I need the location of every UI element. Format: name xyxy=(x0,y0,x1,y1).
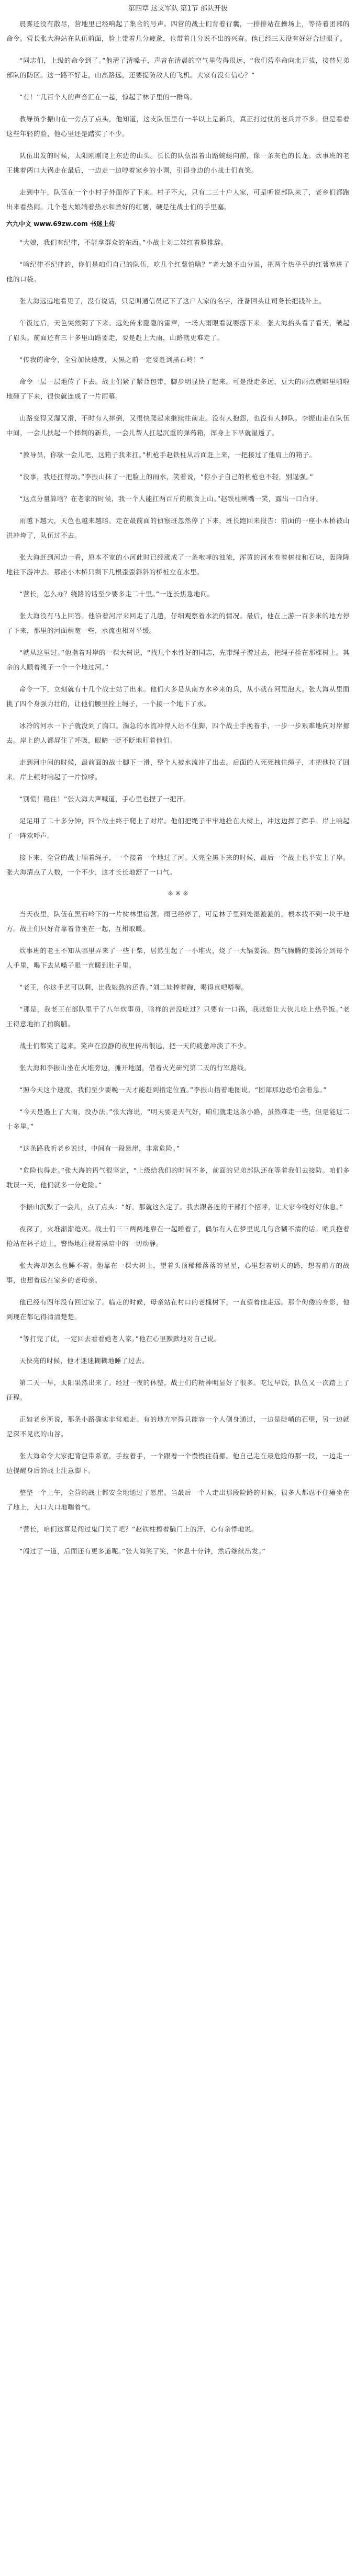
paragraph: “传我的命令，全营加快速度，天黑之前一定要赶到黑石岭！” xyxy=(19,356,204,364)
paragraph: 张大海命令大家把背包带系紧，手拉着手，一个跟着一个慢慢往前挪。他自己走在最危险的那一段，一边走一边提醒身后的战士注意脚下。 xyxy=(6,1452,350,1474)
paragraph: “照今天这个速度，我们至少要晚一天才能赶到指定位置。”李振山指着地图说，“团部那边恐怕会着急。” xyxy=(19,1086,327,1094)
paragraph: 战士们都笑了起来。笑声在寂静的夜里传出很远，把一天的疲惫冲淡了不少。 xyxy=(19,1042,251,1050)
paragraph: “有！”几百个人的声音汇在一起，惊起了林子里的一群鸟。 xyxy=(19,93,197,101)
paragraph: “教导员，你歇一会儿吧，这箱子我来扛。”机枪手赵铁柱从后面赶上来，一把接过了他肩上的箱子。 xyxy=(19,451,316,459)
paragraph: 冰冷的河水一下子就没到了胸口。湍急的水流冲得人站不住脚，四个战士手挽着手，一步一步艰难地向对岸挪去。岸上的人都屏住了呼吸，眼睛一眨不眨地盯着他们。 xyxy=(6,722,350,744)
paragraph: 正如老乡所说，那条小路确实非常难走。有的地方窄得只能容一个人侧身通过，一边是陡峭的石壁，另一边就是深不见底的山谷。 xyxy=(6,1415,350,1438)
paragraph: 张大海没有马上回答。他沿着河岸来回走了几趟，仔细观察着水流的情况。最后，他在上游一百多米的地方停了下来，那里的河面稍宽一些，水流也相对平缓。 xyxy=(6,612,350,634)
paragraph: 命令一下，立刻就有十几个战士站了出来。他们大多是从南方水乡来的兵，从小就在河里泡大。张大海从里面挑了四个身强力壮的，让他们腰里拴上绳子，一个接一个地下了水。 xyxy=(6,685,350,708)
section-separator: ※ ※ ※ xyxy=(168,889,188,897)
paragraph: 李振山沉默了一会儿，点了点头：“好，那就这么定了。我去跟各连的干部打个招呼，让大家今晚好好休息。” xyxy=(19,1203,343,1211)
paragraph: “别慌！稳住！”张大海大声喊道，手心里也捏了一把汗。 xyxy=(19,795,190,803)
paragraph: 第二天一早，太阳果然出来了。经过一夜的休整，战士们的精神明显好了很多。吃过早饭，队伍又一次踏上了征程。 xyxy=(6,1379,350,1401)
paragraph: 张大海赶到河边一看，原本不宽的小河此时已经涨成了一条咆哮的浊流，浑黄的河水卷着树枝和石块，轰隆隆地往下游冲去。那座小木桥只剩下几根歪歪斜斜的桥桩立在水里。 xyxy=(6,553,350,576)
paragraph: 午饭过后，天色突然阴了下来。远处传来隐隐的雷声，一场大雨眼看就要落下来。张大海抬头看了看天，皱起了眉头。前面还有三十多里山路要走，要是赶上大雨，山路就更难走了。 xyxy=(6,319,350,342)
paragraph: “这点分量算啥？在老家的时候，我一个人能扛两百斤的粮食上山。”赵铁柱咧嘴一笑，露出一口白牙。 xyxy=(19,495,323,503)
paragraph: 教导员李振山在一旁点了点头，他知道，这支队伍里有一半以上是新兵，真正打过仗的老兵并不多。但是看着这些年轻的脸，他心里还是踏实了不少。 xyxy=(6,115,350,138)
paragraph: 山路变得又湿又滑，不时有人摔倒，又很快爬起来继续往前走。没有人抱怨，也没有人掉队。李振山走在队伍中间，一会儿扶起一个摔倒的新兵，一会儿帮人扛起沉重的弹药箱，浑身上下早就湿透了。 xyxy=(6,414,350,437)
paragraph: “老王，你这手艺可以啊，比我娘熬的还香。”刘二娃捧着碗，喝得直吧嗒嘴。 xyxy=(19,983,248,991)
paragraph: “营长，咱们这算是闯过鬼门关了吧？”赵铁柱擦着脑门上的汗，心有余悸地说。 xyxy=(19,1525,258,1533)
paragraph: 张大海和李振山坐在火堆旁边，摊开地图，借着火光研究第二天的行军路线。 xyxy=(19,1064,251,1072)
paragraph: “那是，我老王在部队里干了八年炊事员，啥样的苦没吃过？只要有一口锅，我就能让大伙儿吃上热乎饭。”老王得意地拍了拍胸脯。 xyxy=(6,1005,350,1028)
paragraph: 张大海却怎么也睡不着。他靠在一棵大树上，望着头顶稀稀落落的星星，心里想着明天的路，想着前方的战事，也想着远在家乡的老母亲。 xyxy=(6,1262,350,1284)
paragraph: 张大海远远地看见了，没有说话，只是叫通信员记下了这户人家的名字，准备回头让司务长把钱补上。 xyxy=(19,297,326,305)
paragraph: “营长，怎么办？绕路的话至少要多走二十里。”一连长焦急地问。 xyxy=(19,590,214,598)
paragraph: 雨越下越大，天色也越来越暗。走在最前面的侦察班忽然停了下来，班长跑回来报告：前面的一座小木桥被山洪冲垮了，队伍过不去。 xyxy=(6,517,350,539)
paragraph: 晨雾还没有散尽，营地里已经响起了集合的号声。四营的战士们背着行囊，一排排站在操场上，等待着团部的命令。营长张大海站在队伍前面，脸上带着几分疲惫，也带着几分说不出的兴奋。他已经三天没有好好合过眼了。 xyxy=(6,20,350,42)
chapter-title: 第四章 这支军队 第1节 部队开拔 xyxy=(128,5,228,13)
paragraph: “今天是遇上了大雨，没办法。”张大海说，“明天要是天气好，咱们就走这条小路，虽然难走一些，但是能近二十多里。” xyxy=(6,1108,350,1130)
paragraph: 队伍出发的时候，太阳刚刚爬上东边的山头。长长的队伍沿着山路蜿蜒向前，像一条灰色的长龙。炊事班的老王挑着两口大锅走在最后，一边走一边哼着家乡的小调，引得身边的小战士们直笑。 xyxy=(6,152,350,174)
paragraph: 足足用了二十多分钟，四个战士终于爬上了对岸。他们把绳子牢牢地拴在大树上，冲这边挥了挥手。岸上响起了一阵欢呼声。 xyxy=(6,817,350,839)
paragraph: 当天夜里，队伍在黑石岭下的一片树林里宿营。雨已经停了，可是林子里到处湿漉漉的，根本找不到一块干地方。战士们只好背靠着背坐在一起，互相取暖。 xyxy=(6,910,350,933)
paragraph: 他已经有四年没有回过家了。临走的时候，母亲站在村口的老槐树下，一直望着他走远。那个佝偻的身影，他到现在都记得清清楚楚。 xyxy=(6,1298,350,1321)
watermark-text: 六九中文 www.69zw.com 书迷上传 xyxy=(6,220,115,228)
paragraph: 走到河中间的时候，最前面的战士脚下一滑，整个人被水流冲了出去。后面的人死死拽住绳子，才把他拉了回来。岸上顿时响起了一片惊呼。 xyxy=(6,758,350,781)
paragraph: 夜深了，火堆渐渐熄灭。战士们三三两两地靠在一起睡着了，偶尔有人在梦里说几句含糊不清的话。哨兵抱着枪站在林子边上，警惕地注视着黑暗中的一切动静。 xyxy=(6,1225,350,1247)
paragraph: “这条路我听老乡说过，中间有一段悬崖，非常危险。” xyxy=(19,1144,180,1152)
paragraph: “等打完了仗，一定回去看看她老人家。”他在心里默默地对自己说。 xyxy=(19,1335,221,1343)
paragraph: 走到中午，队伍在一个小村子外面停了下来。村子不大，只有二三十户人家，可是听说部队来了，老乡们都跑出来看热闹。几个老大娘端着热水和煮好的红薯，硬是往战士们的手里塞。 xyxy=(6,188,350,211)
paragraph: “啥纪律不纪律的，你们是咱们自己的队伍，吃几个红薯怕啥？”老大娘不由分说，把两个热乎乎的红薯塞进了他的口袋。 xyxy=(6,260,350,283)
paragraph: “闯过了一道，后面还有更多道呢。”张大海笑了笑，“休息十分钟，然后继续出发。” xyxy=(19,1547,266,1555)
paragraph: “就从这里过。”他指着对岸的一棵大树说，“找几个水性好的同志，先带绳子游过去，把绳子拴在那棵树上。其余的人顺着绳子一个一个地过河。” xyxy=(6,649,350,671)
paragraph: “大娘，我们有纪律，不能拿群众的东西。”小战士刘二娃红着脸推辞。 xyxy=(19,239,228,246)
paragraph: 接下来，全营的战士顺着绳子，一个接着一个地过了河。天完全黑下来的时候，最后一个战士也平安上了岸。张大海清点了人数，一个不少，这才长长地舒了一口气。 xyxy=(6,854,350,876)
paragraph: 整整一个上午，全营的战士都安全地通过了悬崖。当最后一个人走出那段险路的时候，很多人都忍不住瘫坐在了地上，大口大口地喘着气。 xyxy=(6,1489,350,1511)
paragraph: “同志们，上级的命令到了。”他清了清嗓子，声音在清晨的空气里传得很远，“我们营奉命向北开拔，接替兄弟部队的防区。这一路不好走，山高路远，还要提防敌人的飞机。大家有没有信心？” xyxy=(6,56,350,79)
paragraph: 命令一层一层地传了下去。战士们紧了紧背包带，脚步明显快了起来。可是没走多远，豆大的雨点就噼里啪啦地砸了下来，很快就连成了一片雨幕。 xyxy=(6,378,350,400)
paragraph: “没事，我还扛得动。”李振山抹了一把脸上的雨水，笑着说，“你小子自己的机枪也不轻，别逞强。” xyxy=(19,473,314,481)
paragraph: “危险也得走。”张大海的语气很坚定，“上级给我们的时间不多，前面的兄弟部队还在等着我们去接防。咱们多耽误一天，他们就多一分危险。” xyxy=(6,1166,350,1189)
paragraph: 天快亮的时候，他才迷迷糊糊地睡了过去。 xyxy=(19,1357,149,1365)
paragraph: 炊事班的老王不知从哪里弄来了一些干柴，居然生起了一小堆火，烧了一大锅姜汤。热气腾腾的姜汤分到每个人手里，喝下去从嗓子眼一直暖到肚子里。 xyxy=(6,947,350,969)
